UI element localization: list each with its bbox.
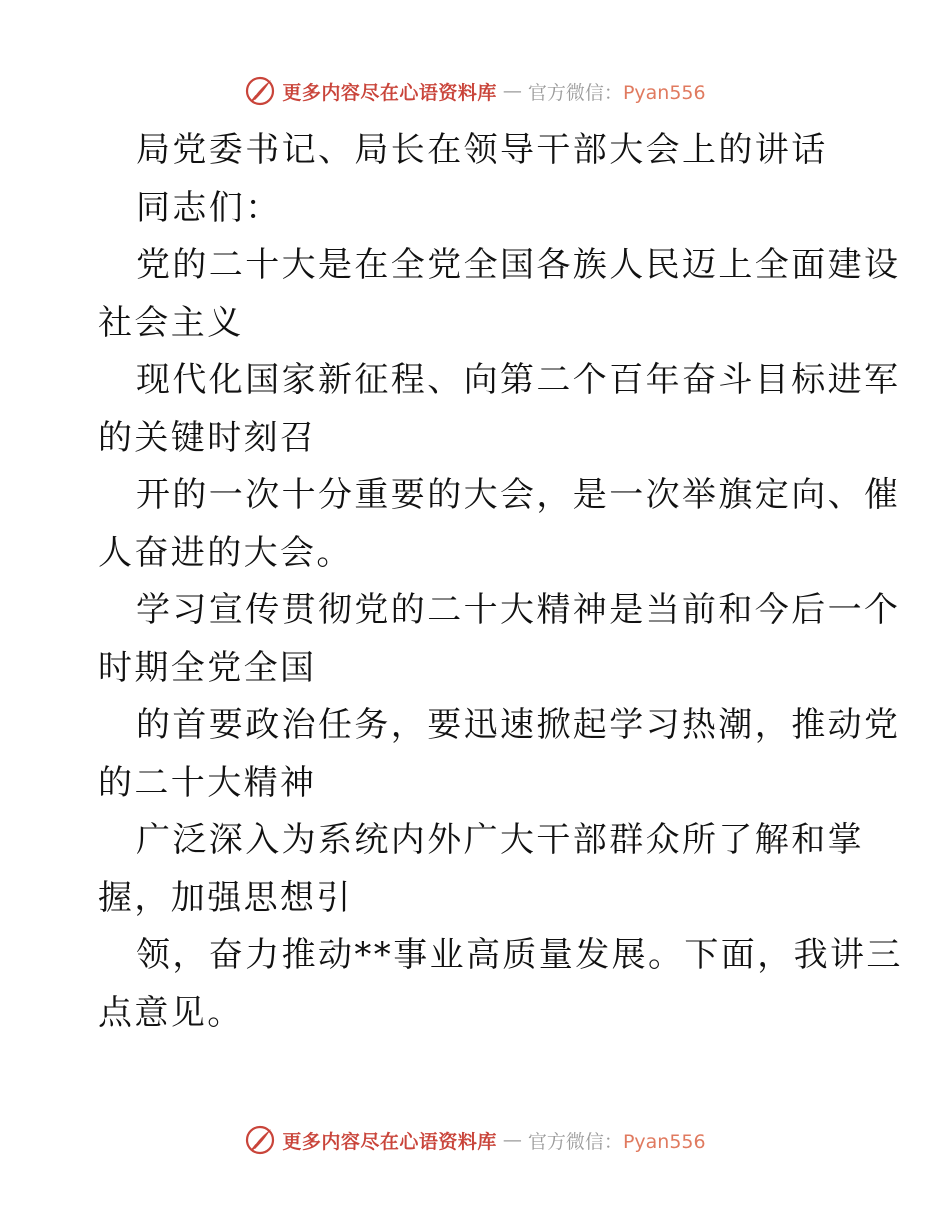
watermark-contact-id: Pyan556: [622, 1130, 706, 1153]
paragraph-line: 握，加强思想引: [98, 877, 353, 918]
paragraph-line: 的关键时刻召: [98, 417, 317, 458]
watermark-brand-text: 更多内容尽在心语资料库: [282, 1130, 497, 1153]
watermark-contact-label: 官方微信：: [527, 1130, 623, 1153]
quill-pen-seal-icon: [244, 75, 276, 107]
paragraph-line: 的二十大精神: [98, 762, 317, 803]
document-body: [98, 122, 903, 1042]
paragraph-line: 时期全党全国: [98, 647, 317, 688]
paragraph-line: 广泛深入为系统内外广大干部群众所了解和掌: [136, 820, 864, 860]
paragraph-line: 点意见。: [98, 992, 244, 1033]
paragraph-line: 现代化国家新征程、向第二个百年奋斗目标进军: [136, 360, 901, 400]
watermark-brand-text: 更多内容尽在心语资料库: [282, 81, 497, 104]
paragraph-line: 领，奋力推动**事业高质量发展。下面，我讲三: [136, 935, 903, 975]
document-title: 局党委书记、局长在领导干部大会上的讲话: [136, 130, 828, 170]
paragraph-line: 学习宣传贯彻党的二十大精神是当前和今后一个: [136, 590, 901, 630]
quill-pen-seal-icon: [244, 1124, 276, 1156]
salutation: 同志们：: [136, 187, 282, 228]
paragraph-line: 党的二十大是在全党全国各族人民迈上全面建设: [136, 245, 901, 285]
watermark-contact: [528, 78, 706, 105]
watermark-dash: —: [502, 1129, 522, 1151]
header-watermark: [0, 71, 950, 111]
paragraph-line: 人奋进的大会。: [98, 532, 353, 573]
paragraph-line: 的首要政治任务，要迅速掀起学习热潮，推动党: [136, 705, 901, 745]
watermark-contact-id: Pyan556: [622, 81, 706, 104]
paragraph-line: 社会主义: [98, 302, 244, 343]
paragraph-line: 开的一次十分重要的大会，是一次举旗定向、催: [136, 475, 901, 515]
watermark-contact-label: 官方微信：: [527, 81, 623, 104]
watermark-dash: —: [502, 80, 522, 102]
footer-watermark: [0, 1120, 950, 1160]
watermark-contact: [528, 1127, 706, 1154]
